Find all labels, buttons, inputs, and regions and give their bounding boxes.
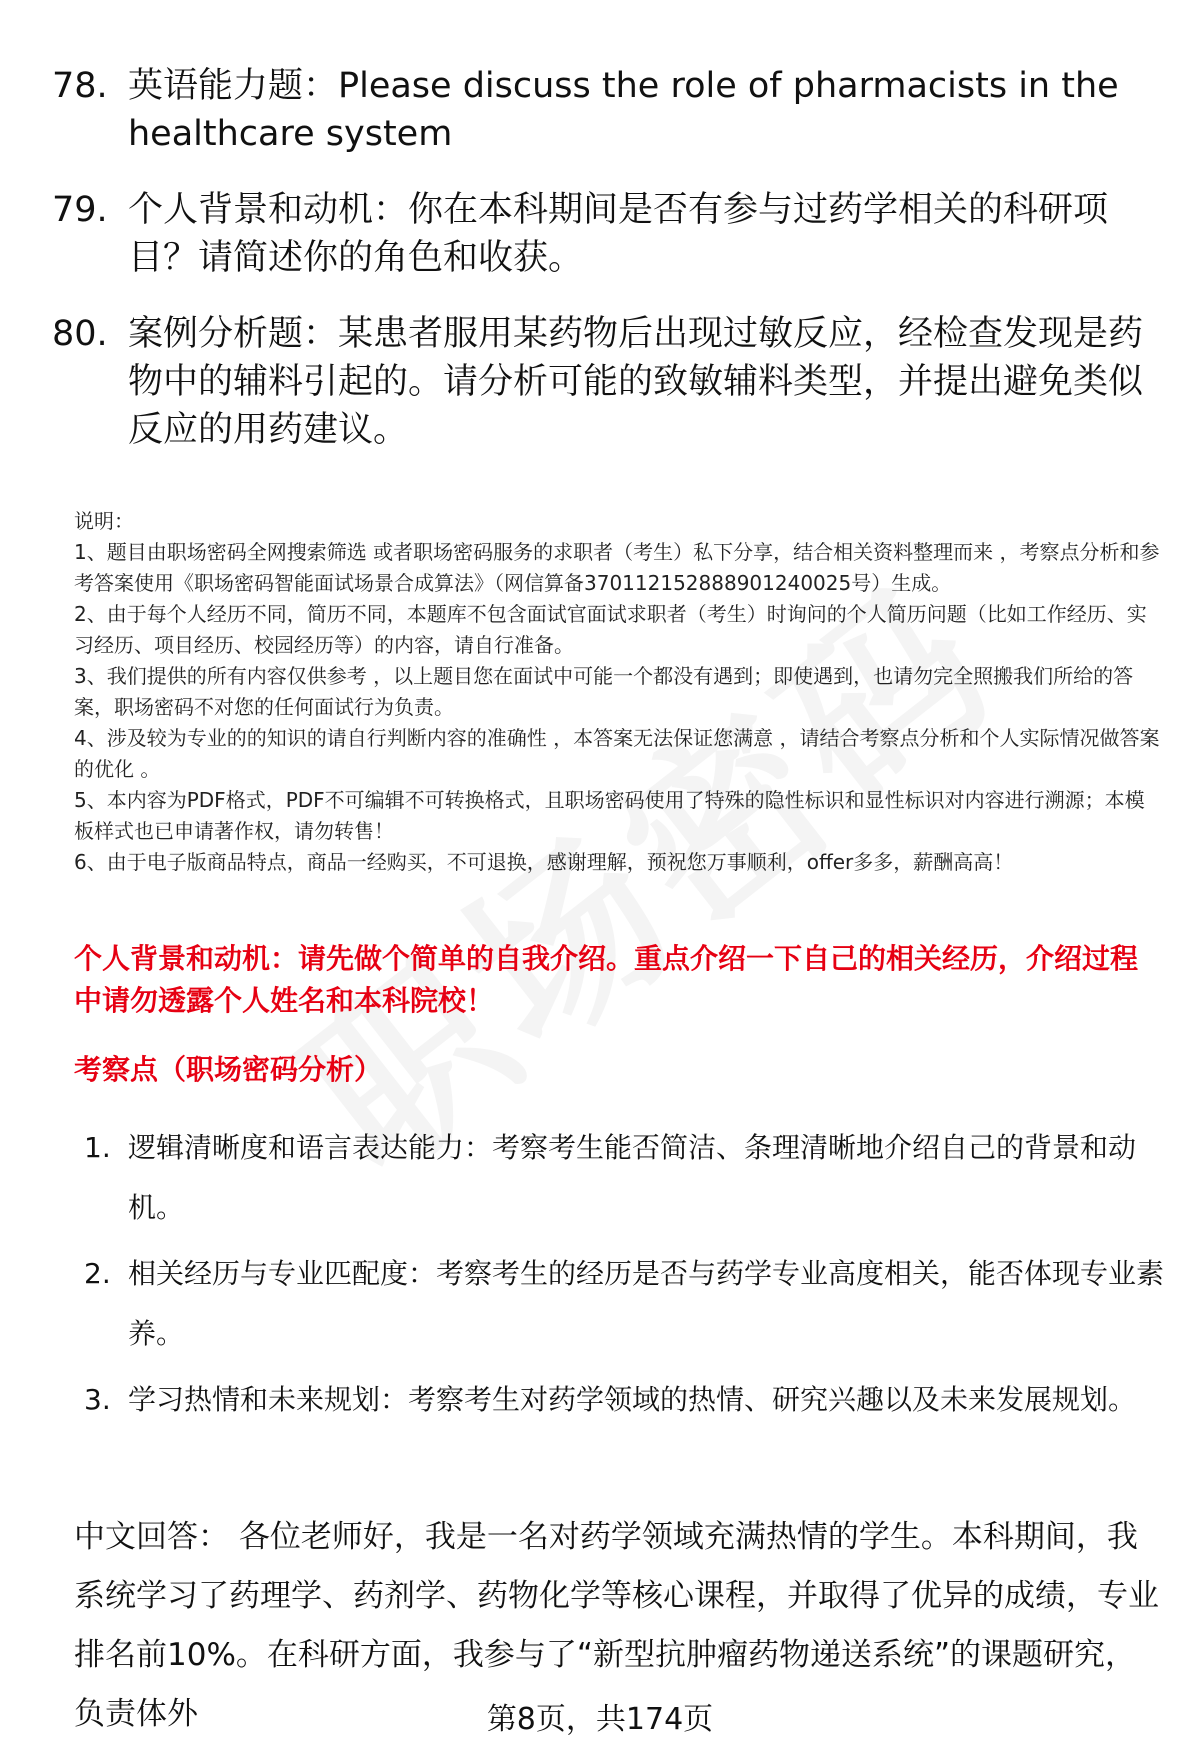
point-number: 1. xyxy=(84,1131,111,1164)
question-number: 79. xyxy=(52,190,108,230)
point-number: 3. xyxy=(84,1383,111,1416)
question-number: 80. xyxy=(52,314,108,354)
note-item: 5、本内容为PDF格式，PDF不可编辑不可转换格式，且职场密码使用了特殊的隐性标识和显性标识对内容进行溯源；本模板样式也已申请著作权，请勿转售！ xyxy=(74,788,1145,843)
notes-heading: 说明： xyxy=(74,509,134,533)
question-number: 78. xyxy=(52,66,108,106)
note-item: 4、涉及较为专业的的知识的请自行判断内容的准确性 ，本答案无法保证您满意 ，请结合考察点分析和个人实际情况做答案的优化 。 xyxy=(74,726,1160,781)
question-item xyxy=(52,62,1162,158)
page-footer: 第8页，共174页 xyxy=(486,1702,714,1737)
note-item: 3、我们提供的所有内容仅供参考 ，以上题目您在面试中可能一个都没有遇到；即使遇到，也请勿完全照搬我们所给的答案，职场密码不对您的任何面试行为负责。 xyxy=(74,664,1134,719)
note-item: 6、由于电子版商品特点，商品一经购买，不可退换，感谢理解，预祝您万事顺利，offer多多，薪酬高高！ xyxy=(74,850,1014,874)
point-number: 2. xyxy=(84,1257,111,1290)
note-item: 2、由于每个人经历不同，简历不同，本题库不包含面试官面试求职者（考生）时询问的个人简历问题（比如工作经历、实习经历、项目经历、校园经历等）的内容，请自行准备。 xyxy=(74,602,1147,657)
answer-text: 中文回答： 各位老师好，我是一名对药学领域充满热情的学生。本科期间，我系统学习了药理学、药剂学、药物化学等核心课程，并取得了优异的成绩，专业排名前10%。在科研方面，我参与了“新型抗肿瘤药物递送系统”的课题研究，负责体外 xyxy=(74,1519,1159,1732)
notes-section xyxy=(74,506,1160,878)
analysis-points xyxy=(84,1118,1164,1436)
point-text: 相关经历与专业匹配度：考察考生的经历是否与药学专业高度相关，能否体现专业素养。 xyxy=(128,1257,1165,1350)
analysis-title: 考察点（职场密码分析） xyxy=(74,1053,383,1086)
question-text: 个人背景和动机：你在本科期间是否有参与过药学相关的科研项目？请简述你的角色和收获。 xyxy=(128,190,1109,278)
point-text: 逻辑清晰度和语言表达能力：考察考生能否简洁、条理清晰地介绍自己的背景和动机。 xyxy=(128,1131,1137,1224)
featured-question-title: 个人背景和动机：请先做个简单的自我介绍。重点介绍一下自己的相关经历，介绍过程中请勿透露个人姓名和本科院校！ xyxy=(74,942,1139,1017)
analysis-point xyxy=(84,1244,1164,1364)
question-list xyxy=(52,62,1162,482)
question-text: 英语能力题：Please discuss the role of pharmacists in the healthcare system xyxy=(128,66,1119,154)
question-text: 案例分析题：某患者服用某药物后出现过敏反应，经检查发现是药物中的辅料引起的。请分析可能的致敏辅料类型，并提出避免类似反应的用药建议。 xyxy=(128,314,1144,450)
point-text: 学习热情和未来规划：考察考生对药学领域的热情、研究兴趣以及未来发展规划。 xyxy=(128,1383,1137,1416)
note-item: 1、题目由职场密码全网搜索筛选 或者职场密码服务的求职者（考生）私下分享，结合相关资料整理而来 ，考察点分析和参考答案使用《职场密码智能面试场景合成算法》（网信算备370112152888901240025号）生成。 xyxy=(74,540,1160,595)
question-item xyxy=(52,310,1162,454)
analysis-point xyxy=(84,1118,1164,1238)
question-item xyxy=(52,186,1162,282)
analysis-point xyxy=(84,1370,1164,1430)
